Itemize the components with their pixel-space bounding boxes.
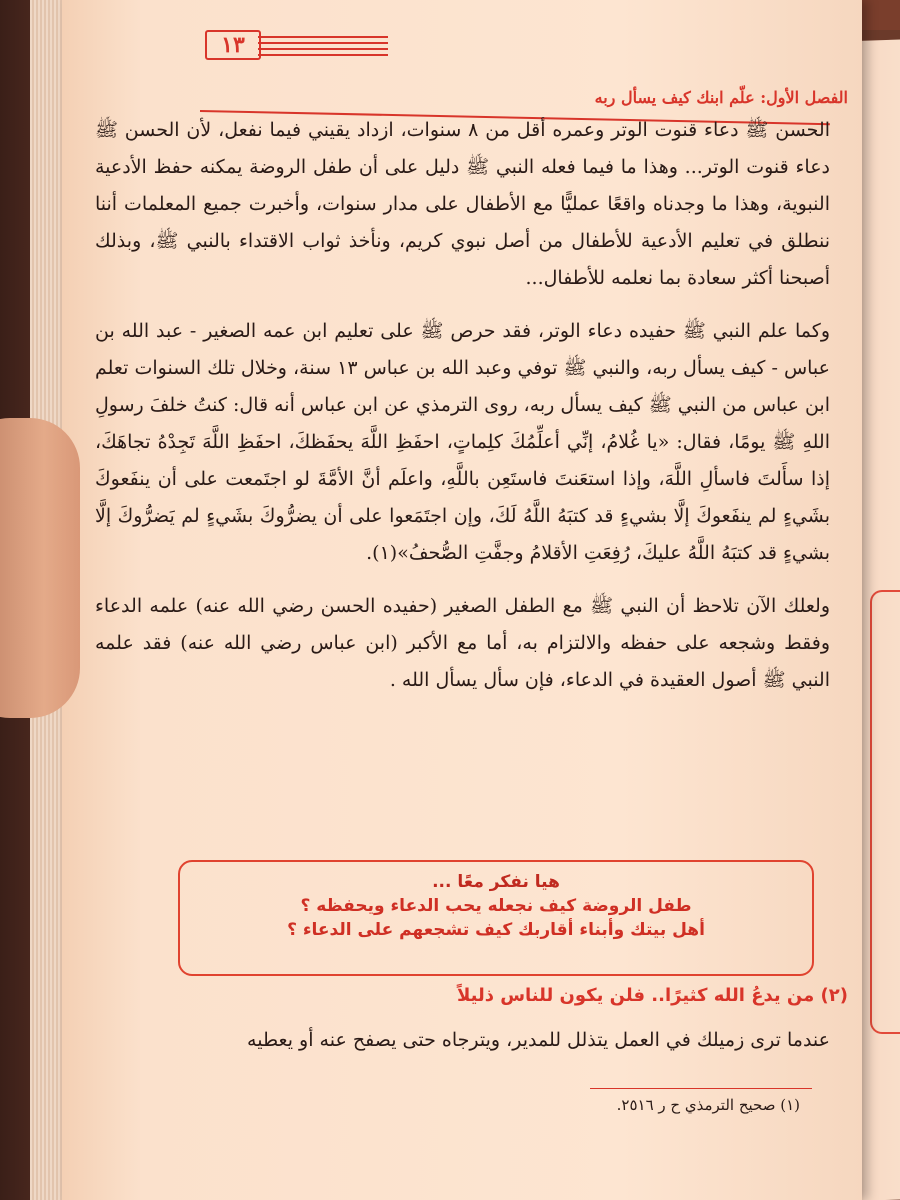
- think-box-title: هيا نفكر معًا ...: [432, 872, 560, 892]
- footnote: (١) صحيح الترمذي ح ر ٢٥١٦.: [616, 1096, 800, 1114]
- think-box-question-2: أهل بيتك وأبناء أقاربك كيف تشجعهم على الدعاء ؟: [287, 920, 705, 940]
- page-number: ١٣: [205, 30, 261, 60]
- think-box-question-1: طفل الروضة كيف نجعله يحب الدعاء ويحفظه ؟: [300, 896, 692, 916]
- thumb: [0, 418, 80, 718]
- paragraph-2: وكما علم النبي ﷺ حفيده دعاء الوتر، فقد حرص ﷺ على تعليم ابن عمه الصغير - عبد الله بن عباس - كيف يسأل ربه، والنبي ﷺ توفي وعبد الله بن عباس ١٣ سنة، وخلال تلك السنوات تعلم ابن عباس من النبي ﷺ كيف يسأل ربه، روى الترمذي عن ابن عباس أنه قال: كنتُ خلفَ رسولِ اللهِ ﷺ يومًا، فقال: «يا غُلامُ، إنِّي أعلِّمُكَ كلِماتٍ، احفَظِ اللَّهَ يحفَظكَ، احفَظِ اللَّهَ تَجِدْهُ تجاهَكَ، إذا سأَلتَ فاسألِ اللَّهَ، وإذا استعَنتَ فاستَعِن باللَّهِ، واعلَم أنَّ الأمَّةَ لو اجتَمعت على أن ينفَعوكَ بشَيءٍ لم ينفَعوكَ إلَّا بشيءٍ قد كتبَهُ اللَّهُ لَكَ، وإن اجتَمَعوا على أن يضرُّوكَ بشَيءٍ لم يَضرُّوكَ إلَّا بشيءٍ قد كتبَهُ اللَّهُ عليكَ، رُفِعَتِ الأقلامُ وجفَّتِ الصُّحفُ»(١).: [95, 320, 830, 564]
- section-heading: (٢) من يدعُ الله كثيرًا.. فلن يكون للناس ذليلاً: [456, 985, 848, 1006]
- body-text: [95, 112, 830, 699]
- chapter-title: الفصل الأول: علّم ابنك كيف يسأل ربه: [594, 88, 848, 107]
- header-decoration: [258, 36, 388, 60]
- section-body: عندما ترى زميلك في العمل يتذلل للمدير، ويترجاه حتى يصفح عنه أو يعطيه: [247, 1029, 830, 1051]
- think-together-box: [178, 860, 814, 976]
- paragraph-3: ولعلك الآن تلاحظ أن النبي ﷺ مع الطفل الصغير (حفيده الحسن رضي الله عنه) علمه الدعاء وفقط وشجعه على حفظه والالتزام به، أما مع الأكبر (ابن عباس رضي الله عنه) فقد علمه النبي ﷺ أصول العقيدة في الدعاء، فإن سأل يسأل الله .: [95, 595, 830, 691]
- facing-page-box: [870, 590, 900, 1034]
- paragraph-1: الحسن ﷺ دعاء قنوت الوتر وعمره أقل من ٨ سنوات، ازداد يقيني فيما نفعل، لأن الحسن ﷺ دعاء قنوت الوتر... وهذا ما فيما فعله النبي ﷺ دليل على أن طفل الروضة يمكنه حفظ الأدعية النبوية، وهذا ما وجدناه واقعًا عمليًّا مع الأطفال على مدار سنوات، وأخبرت جميع المعلمات أننا ننطلق في تعليم الأدعية للأطفال من أصل نبوي كريم، ونأخذ ثواب الاقتداء بالنبي ﷺ، وبذلك أصبحنا أكثر سعادة بما نعلمه للأطفال...: [95, 119, 830, 289]
- footnote-rule: [590, 1088, 812, 1089]
